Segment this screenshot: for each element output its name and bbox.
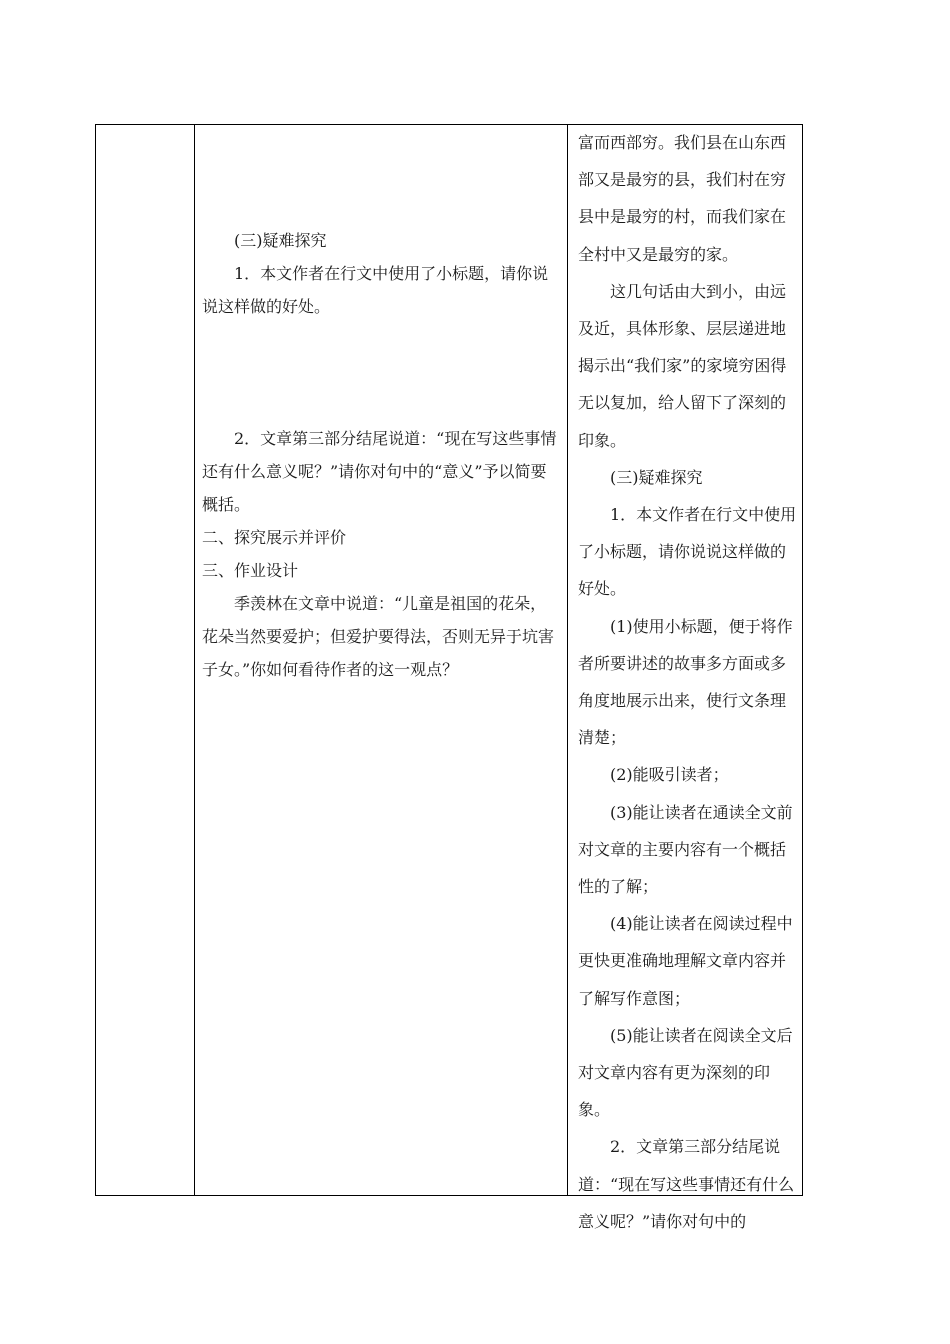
- right-heading-3: (三)疑难探究: [610, 467, 703, 487]
- mid-question-1: 1．本文作者在行文中使用了小标题，请你说说这样做的好处。: [202, 264, 549, 316]
- mid-section-3: 三、作业设计: [202, 561, 299, 580]
- mid-question-2: 2．文章第三部分结尾说道：“现在写这些事情还有什么意义呢？”请你对句中的“意义”予以简要概括。: [202, 429, 557, 514]
- right-column: [568, 125, 802, 1231]
- middle-column: [195, 125, 567, 1195]
- right-answer-2: (2)能吸引读者；: [610, 765, 729, 785]
- answer-space: [202, 323, 561, 422]
- mid-heading-3: (三)疑难探究: [234, 231, 327, 250]
- right-paragraph-1: 富而西部穷。我们县在山东西部又是最穷的县，我们村在穷县中是最穷的村，而我们家在全村中又是最穷的家。: [578, 133, 787, 264]
- right-answer-1: (1)使用小标题，便于将作者所要讲述的故事多方面或多角度地展示出来，使行文条理清楚；: [578, 616, 793, 748]
- middle-column-text: [202, 224, 561, 686]
- left-column: [96, 125, 194, 1195]
- lesson-table: [95, 124, 803, 1231]
- right-paragraph-2: 这几句话由大到小，由远及近，具体形象、层层递进地揭示出“我们家”的家境穷困得无以复加，给人留下了深刻的印象。: [578, 281, 787, 450]
- right-answer-4: (4)能让读者在阅读过程中更快更准确地理解文章内容并了解写作意图；: [578, 914, 793, 1008]
- right-answer-3: (3)能让读者在通读全文前对文章的主要内容有一个概括性的了解；: [578, 802, 793, 897]
- right-answer-5: (5)能让读者在阅读全文后对文章内容有更为深刻的印象。: [578, 1025, 793, 1120]
- mid-section-2: 二、探究展示并评价: [202, 528, 347, 547]
- right-column-text: [578, 124, 797, 1240]
- mid-homework: 季羡林在文章中说道：“儿童是祖国的花朵，花朵当然要爱护；但爱护要得法，否则无异于坑害子女。”你如何看待作者的这一观点？: [202, 594, 555, 679]
- right-question-2: 2．文章第三部分结尾说道：“现在写这些事情还有什么意义呢？”请你对句中的: [578, 1137, 795, 1231]
- right-question-1: 1．本文作者在行文中使用了小标题，请你说说这样做的好处。: [578, 505, 797, 599]
